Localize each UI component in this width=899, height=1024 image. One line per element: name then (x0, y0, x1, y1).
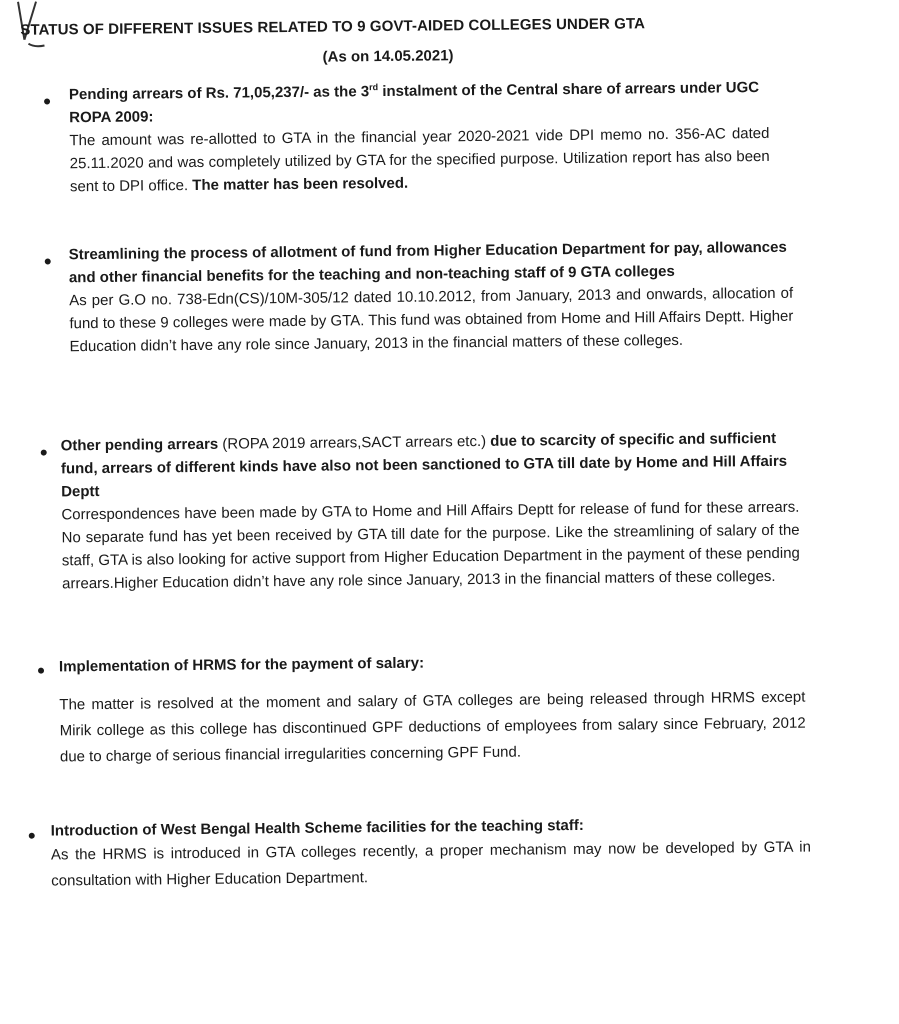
issue-3-heading: Other pending arrears (ROPA 2019 arrears,SACT arrears etc.) due to scarcity of specific and sufficient fund, arrears of different kinds have also not been sanctioned to GTA till date by Home and Hill Affairs Deptt (60, 429, 788, 501)
issue-2-body: As per G.O no. 738-Edn(CS)/10M-305/12 dated 10.10.2012, from January, 2013 and onwards, allocation of fund to these 9 colleges were made by GTA. This fund was obtained from Home and Hill Affairs Deptt. Higher Education didn’t have any role since January, 2013 in the financial matters of these colleges. (69, 284, 794, 356)
issue-item-1 (69, 76, 770, 198)
bullet-4 (38, 668, 44, 674)
issue-2-heading: Streamlining the process of allotment of fund from Higher Education Department for pay, allowances and other financial benefits for the teaching and non-teaching staff of 9 GTA colleges (68, 238, 787, 287)
issue-4-body: The matter is resolved at the moment and salary of GTA colleges are being released through HRMS except Mirik college as this college has discontinued GPF deductions of employees from salary since February, 2012 due to charge of serious financial irregularities concerning GPF Fund. (59, 688, 806, 766)
issue-item-3 (61, 427, 801, 596)
issue-5-heading: Introduction of West Bengal Health Scheme facilities for the teaching staff: (50, 816, 584, 840)
issue-5-body: As the HRMS is introduced in GTA colleges recently, a proper mechanism may now be developed by GTA in consultation with Higher Education Department. (50, 838, 812, 890)
bullet-1 (44, 98, 50, 104)
issue-1-body: The amount was re-allotted to GTA in the financial year 2020-2021 vide DPI memo no. 356-AC dated 25.11.2020 and was completely utilized by GTA for the specified purpose. Utilization report has also been sent to DPI office. The matter has been resolved. (69, 124, 770, 196)
bullet-2 (45, 258, 51, 264)
issue-item-4 (59, 648, 806, 771)
document-date: (As on 14.05.2021) (322, 47, 454, 66)
issue-item-5 (51, 812, 812, 895)
issue-3-body: Correspondences have been made by GTA to Home and Hill Affairs Deptt for release of fund for these arrears. No separate fund has yet been received by GTA till date for the purpose. Like the streamlining of salary of the staff, GTA is also looking for active support from Higher Education Department in the payment of these pending arrears.Higher Education didn’t have any role since January, 2013 in the financial matters of these colleges. (61, 498, 800, 593)
bullet-3 (41, 450, 47, 456)
issue-1-heading: Pending arrears of Rs. 71,05,237/- as the 3rd instalment of the Central share of arrears under UGC ROPA 2009: (68, 79, 760, 127)
issue-item-2 (69, 236, 794, 359)
issue-4-heading: Implementation of HRMS for the payment of salary: (58, 654, 425, 676)
issue-1-resolved-note: The matter has been resolved. (187, 174, 409, 195)
bullet-5 (29, 833, 35, 839)
document-title: STATUS OF DIFFERENT ISSUES RELATED TO 9 GOVT-AIDED COLLEGES UNDER GTA (20, 15, 646, 39)
